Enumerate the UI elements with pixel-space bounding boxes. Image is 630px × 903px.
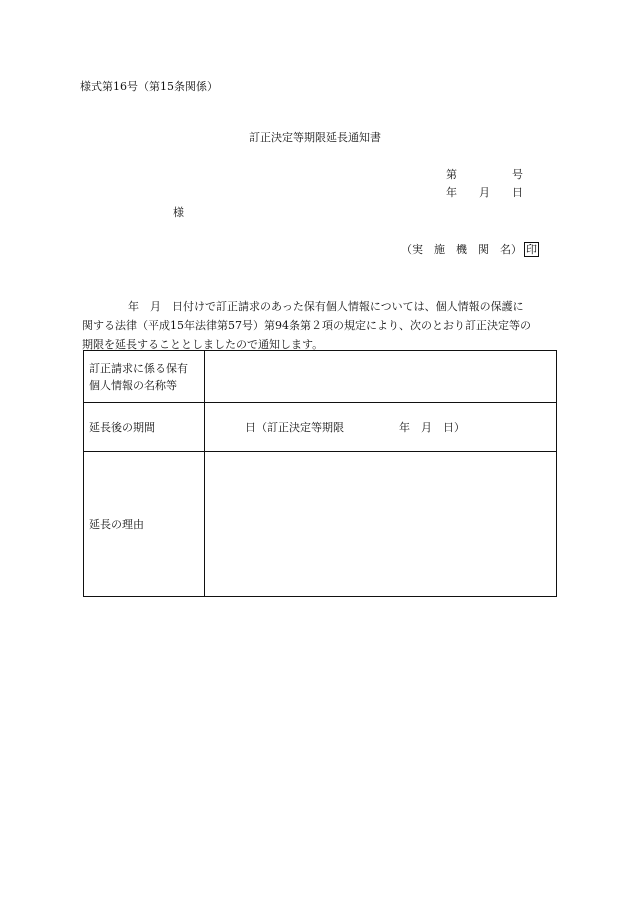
date-line: 年 月 日 [446,186,523,199]
document-title: 訂正決定等期限延長通知書 [249,131,381,144]
seal-box: 印 [526,243,537,256]
addressee-honorific: 様 [173,206,184,219]
form-number: 様式第16号（第15条関係） [80,80,218,93]
body-line-3: 期限を延長することとしましたので通知します。 [82,338,324,351]
body-line-2: 関する法律（平成15年法律第57号）第94条第２項の規定により、次のとおり訂正決定等の [82,319,531,332]
issuer-name-placeholder: （実 施 機 関 名） [401,243,522,256]
label-extended-period: 延長後の期間 [84,403,205,452]
label-record-name-line2: 個人情報の名称等 [89,378,177,392]
value-extended-period[interactable]: 日（訂正決定等期限 年 月 日） [205,403,557,452]
value-record-name[interactable] [205,351,557,403]
notification-table [83,350,557,597]
notification-body [82,297,552,354]
issuer-line [401,242,539,257]
label-record-name [84,351,205,403]
table-row-record-name [84,351,557,403]
document-number-line: 第 号 [446,168,523,181]
label-record-name-line1: 訂正請求に係る保有 [89,361,188,375]
body-line-1: 年 月 日付けで訂正請求のあった保有個人情報については、個人情報の保護に [128,300,524,313]
table-row-extension-reason [84,452,557,597]
value-extension-reason[interactable] [205,452,557,597]
label-extension-reason: 延長の理由 [84,452,205,597]
table-row-extended-period [84,403,557,452]
